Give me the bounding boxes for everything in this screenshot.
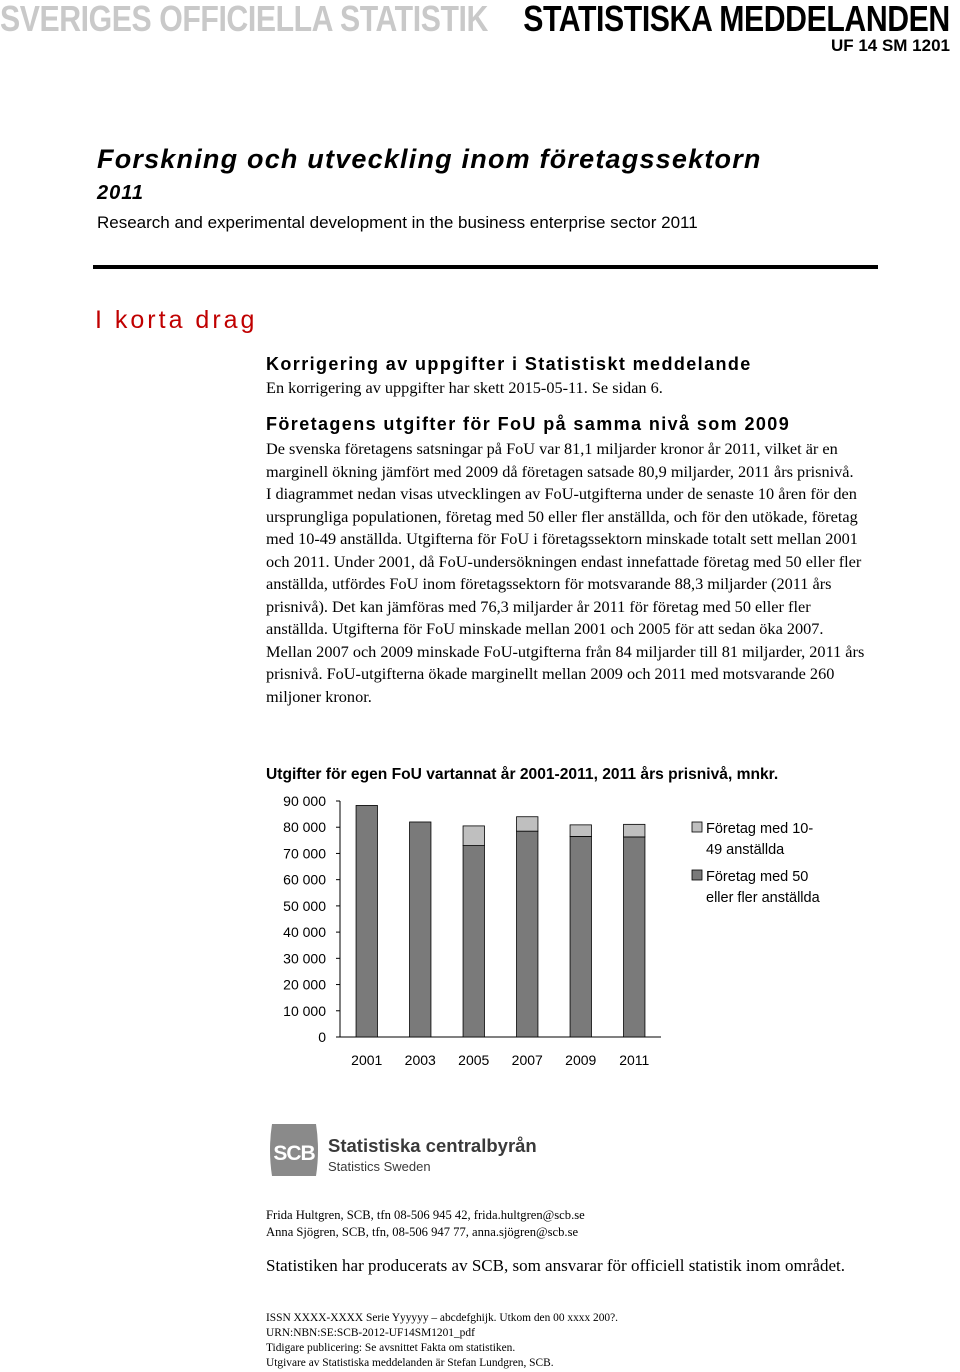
scb-logo-mark xyxy=(270,1124,318,1176)
logo-name: Statistiska centralbyrån xyxy=(328,1135,537,1156)
y-axis-ticks xyxy=(283,793,340,1045)
legend-label: 49 anställda xyxy=(706,842,785,858)
summary-paragraph-2: I diagrammet nedan visas utvecklingen av FoU-utgifterna under de senaste 10 åren för den ursprungliga populationen, företag med 50 eller fler anställda, och för den utökade, företag med 10-49 anställda. Utgifterna för FoU i företagssektorn minskade totalt sett mellan 2001 och 2011. Under 2001, då FoU-undersökningen endast innefattade företag med 50 eller fler anställda, utfördes FoU inom företagssektorn för motsvarande 88,3 miljarder (2011 års prisnivå). Det kan jämföras med 76,3 miljarder år 2011 för företag med 50 eller fler anställda. Utgifterna för FoU minskade mellan 2001 och 2005 för att sedan öka 2007. Mellan 2007 och 2009 minskade FoU-utgifterna från 84 miljarder till 81 miljarder, 2011 års prisnivå. FoU-utgifterna ökade marginellt mellan 2009 och 2011 med motsvarande 260 miljoner kronor. xyxy=(266,484,865,706)
section-heading: I korta drag xyxy=(95,306,258,334)
legend-label: Företag med 10- xyxy=(706,821,814,837)
bar-segment xyxy=(463,846,484,1037)
publication-type: STATISTISKA MEDDELANDEN xyxy=(523,0,950,39)
contact-list xyxy=(266,1207,585,1241)
title-divider xyxy=(93,265,878,269)
x-tick-label: 2005 xyxy=(458,1052,490,1068)
footer-line: Utgivare av Statistiska meddelanden är Stefan Lundgren, SCB. xyxy=(266,1357,554,1369)
legend-swatch xyxy=(692,870,702,880)
scb-logo xyxy=(268,1118,588,1182)
y-tick-label: 90 000 xyxy=(283,793,326,809)
y-tick-label: 0 xyxy=(318,1029,326,1045)
y-tick-label: 20 000 xyxy=(283,976,326,993)
contact-line: Anna Sjögren, SCB, tfn, 08-506 947 77, anna.sjögren@scb.se xyxy=(266,1225,579,1239)
title-year: 2011 xyxy=(97,182,145,204)
footer-line: ISSN XXXX-XXXX Serie Yyyyyy – abcdefghijk. Utkom den 00 xxxx 200?. xyxy=(266,1312,619,1324)
correction-heading: Korrigering av uppgifter i Statistiskt meddelande xyxy=(266,354,752,374)
x-axis-ticks xyxy=(351,1052,649,1068)
footer-line: URN:NBN:SE:SCB-2012-UF14SM1201_pdf xyxy=(266,1327,475,1339)
x-tick-label: 2007 xyxy=(511,1052,543,1068)
english-title: Research and experimental development in the business enterprise sector 2011 xyxy=(97,213,698,232)
legend-swatch xyxy=(692,822,702,832)
correction-paragraph: En korrigering av uppgifter har skett 2015-05-11. Se sidan 6. xyxy=(266,378,663,397)
bar-segment xyxy=(356,805,377,1037)
producer-statement: Statistiken har producerats av SCB, som ansvarar för officiell statistik inom området. xyxy=(266,1256,845,1275)
contact-line: Frida Hultgren, SCB, tfn 08-506 945 42, frida.hultgren@scb.se xyxy=(266,1208,585,1222)
series-name: SVERIGES OFFICIELLA STATISTIK xyxy=(0,0,488,39)
summary-heading: Företagens utgifter för FoU på samma nivå som 2009 xyxy=(266,414,791,434)
legend-label: eller fler anställda xyxy=(706,890,820,906)
x-tick-label: 2011 xyxy=(619,1052,650,1068)
chart-title: Utgifter för egen FoU vartannat år 2001-2011, 2011 års prisnivå, mnkr. xyxy=(266,766,779,783)
y-tick-label: 60 000 xyxy=(283,871,326,888)
footer-line: Tidigare publicering: Se avsnittet Fakta om statistiken. xyxy=(266,1342,516,1354)
y-tick-label: 80 000 xyxy=(283,819,326,836)
bar-segment xyxy=(517,817,538,831)
x-tick-label: 2003 xyxy=(404,1052,436,1068)
page-title: Forskning och utveckling inom företagssektorn xyxy=(97,144,762,174)
summary-text xyxy=(266,438,871,708)
correction-text xyxy=(266,377,871,400)
legend-label: Företag med 50 xyxy=(706,869,809,885)
publication-code: UF 14 SM 1201 xyxy=(830,36,950,55)
x-tick-label: 2001 xyxy=(351,1052,383,1068)
bar-segment xyxy=(570,836,591,1037)
bar-segment xyxy=(624,837,645,1037)
y-tick-label: 50 000 xyxy=(283,897,326,914)
stacked-bar-chart xyxy=(260,788,860,1078)
bar-segment xyxy=(463,826,484,846)
y-tick-label: 70 000 xyxy=(283,845,326,862)
bar-segment xyxy=(570,825,591,837)
y-tick-label: 10 000 xyxy=(283,1002,326,1019)
bar-segment xyxy=(517,831,538,1037)
bar-segment xyxy=(624,824,645,837)
bar-segment xyxy=(410,822,431,1037)
legend xyxy=(692,821,821,906)
y-tick-label: 30 000 xyxy=(283,950,326,967)
logo-mark-text: SCB xyxy=(273,1142,315,1165)
publication-footer xyxy=(266,1311,618,1371)
bars xyxy=(356,805,645,1037)
x-tick-label: 2009 xyxy=(565,1052,597,1068)
summary-paragraph-1: De svenska företagens satsningar på FoU var 81,1 miljarder kronor år 2011, vilket är en marginell ökning jämfört med 2009 då företagen satsade 80,9 miljarder, 2011 års prisnivå. xyxy=(266,439,854,481)
logo-subname: Statistics Sweden xyxy=(328,1159,431,1174)
y-tick-label: 40 000 xyxy=(283,924,326,941)
